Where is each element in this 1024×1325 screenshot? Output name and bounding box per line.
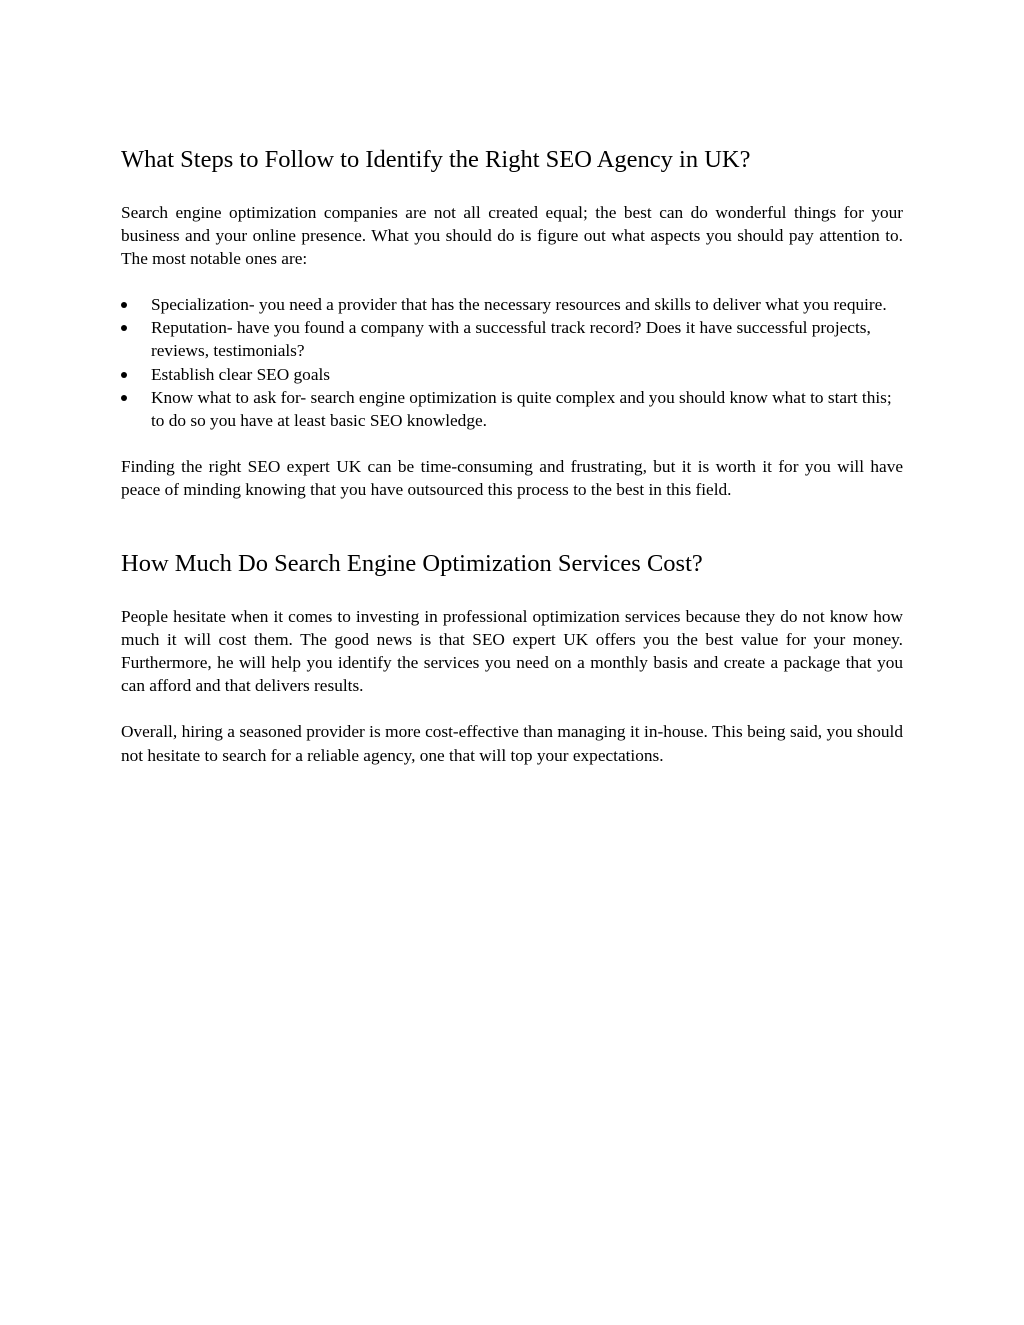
list-item-text: Know what to ask for- search engine optimization is quite complex and you should know what to start this; to do so you have at least basic SEO knowledge. — [151, 387, 892, 430]
criteria-list — [121, 293, 903, 432]
list-item — [121, 363, 903, 386]
list-item-text: Establish clear SEO goals — [151, 364, 331, 384]
overall-paragraph: Overall, hiring a seasoned provider is more cost-effective than managing it in-house. This being said, you should not hesitate to search for a reliable agency, one that will top your expectations. — [121, 722, 903, 765]
bullet-icon — [121, 325, 127, 331]
section-heading-seo-cost: How Much Do Search Engine Optimization Services Cost? — [121, 550, 703, 578]
section-heading-seo-agency: What Steps to Follow to Identify the Right SEO Agency in UK? — [121, 146, 751, 173]
cost-paragraph: People hesitate when it comes to investing in professional optimization services because they do not know how much it will cost them. The good news is that SEO expert UK offers you the best value for your money. Furthermore, he will help you identify the services you need on a monthly basis and create a package that you can afford and that delivers results. — [121, 607, 903, 696]
bullet-icon — [121, 372, 127, 378]
closing-paragraph: Finding the right SEO expert UK can be time-consuming and frustrating, but it is worth it for you will have peace of minding knowing that you have outsourced this process to the best in this field. — [121, 456, 903, 499]
list-item — [121, 293, 903, 316]
list-item-text: Reputation- have you found a company with a successful track record? Does it have successful projects, reviews, testimonials? — [151, 318, 871, 361]
document-page — [121, 143, 903, 767]
list-item — [121, 386, 903, 432]
intro-paragraph: Search engine optimization companies are not all created equal; the best can do wonderful things for your business and your online presence. What you should do is figure out what aspects you should pay attention to. The most notable ones are: — [121, 203, 903, 269]
bullet-icon — [121, 302, 127, 308]
bullet-icon — [121, 395, 127, 401]
list-item — [121, 316, 903, 362]
list-item-text: Specialization- you need a provider that has the necessary resources and skills to deliver what you require. — [151, 295, 887, 315]
